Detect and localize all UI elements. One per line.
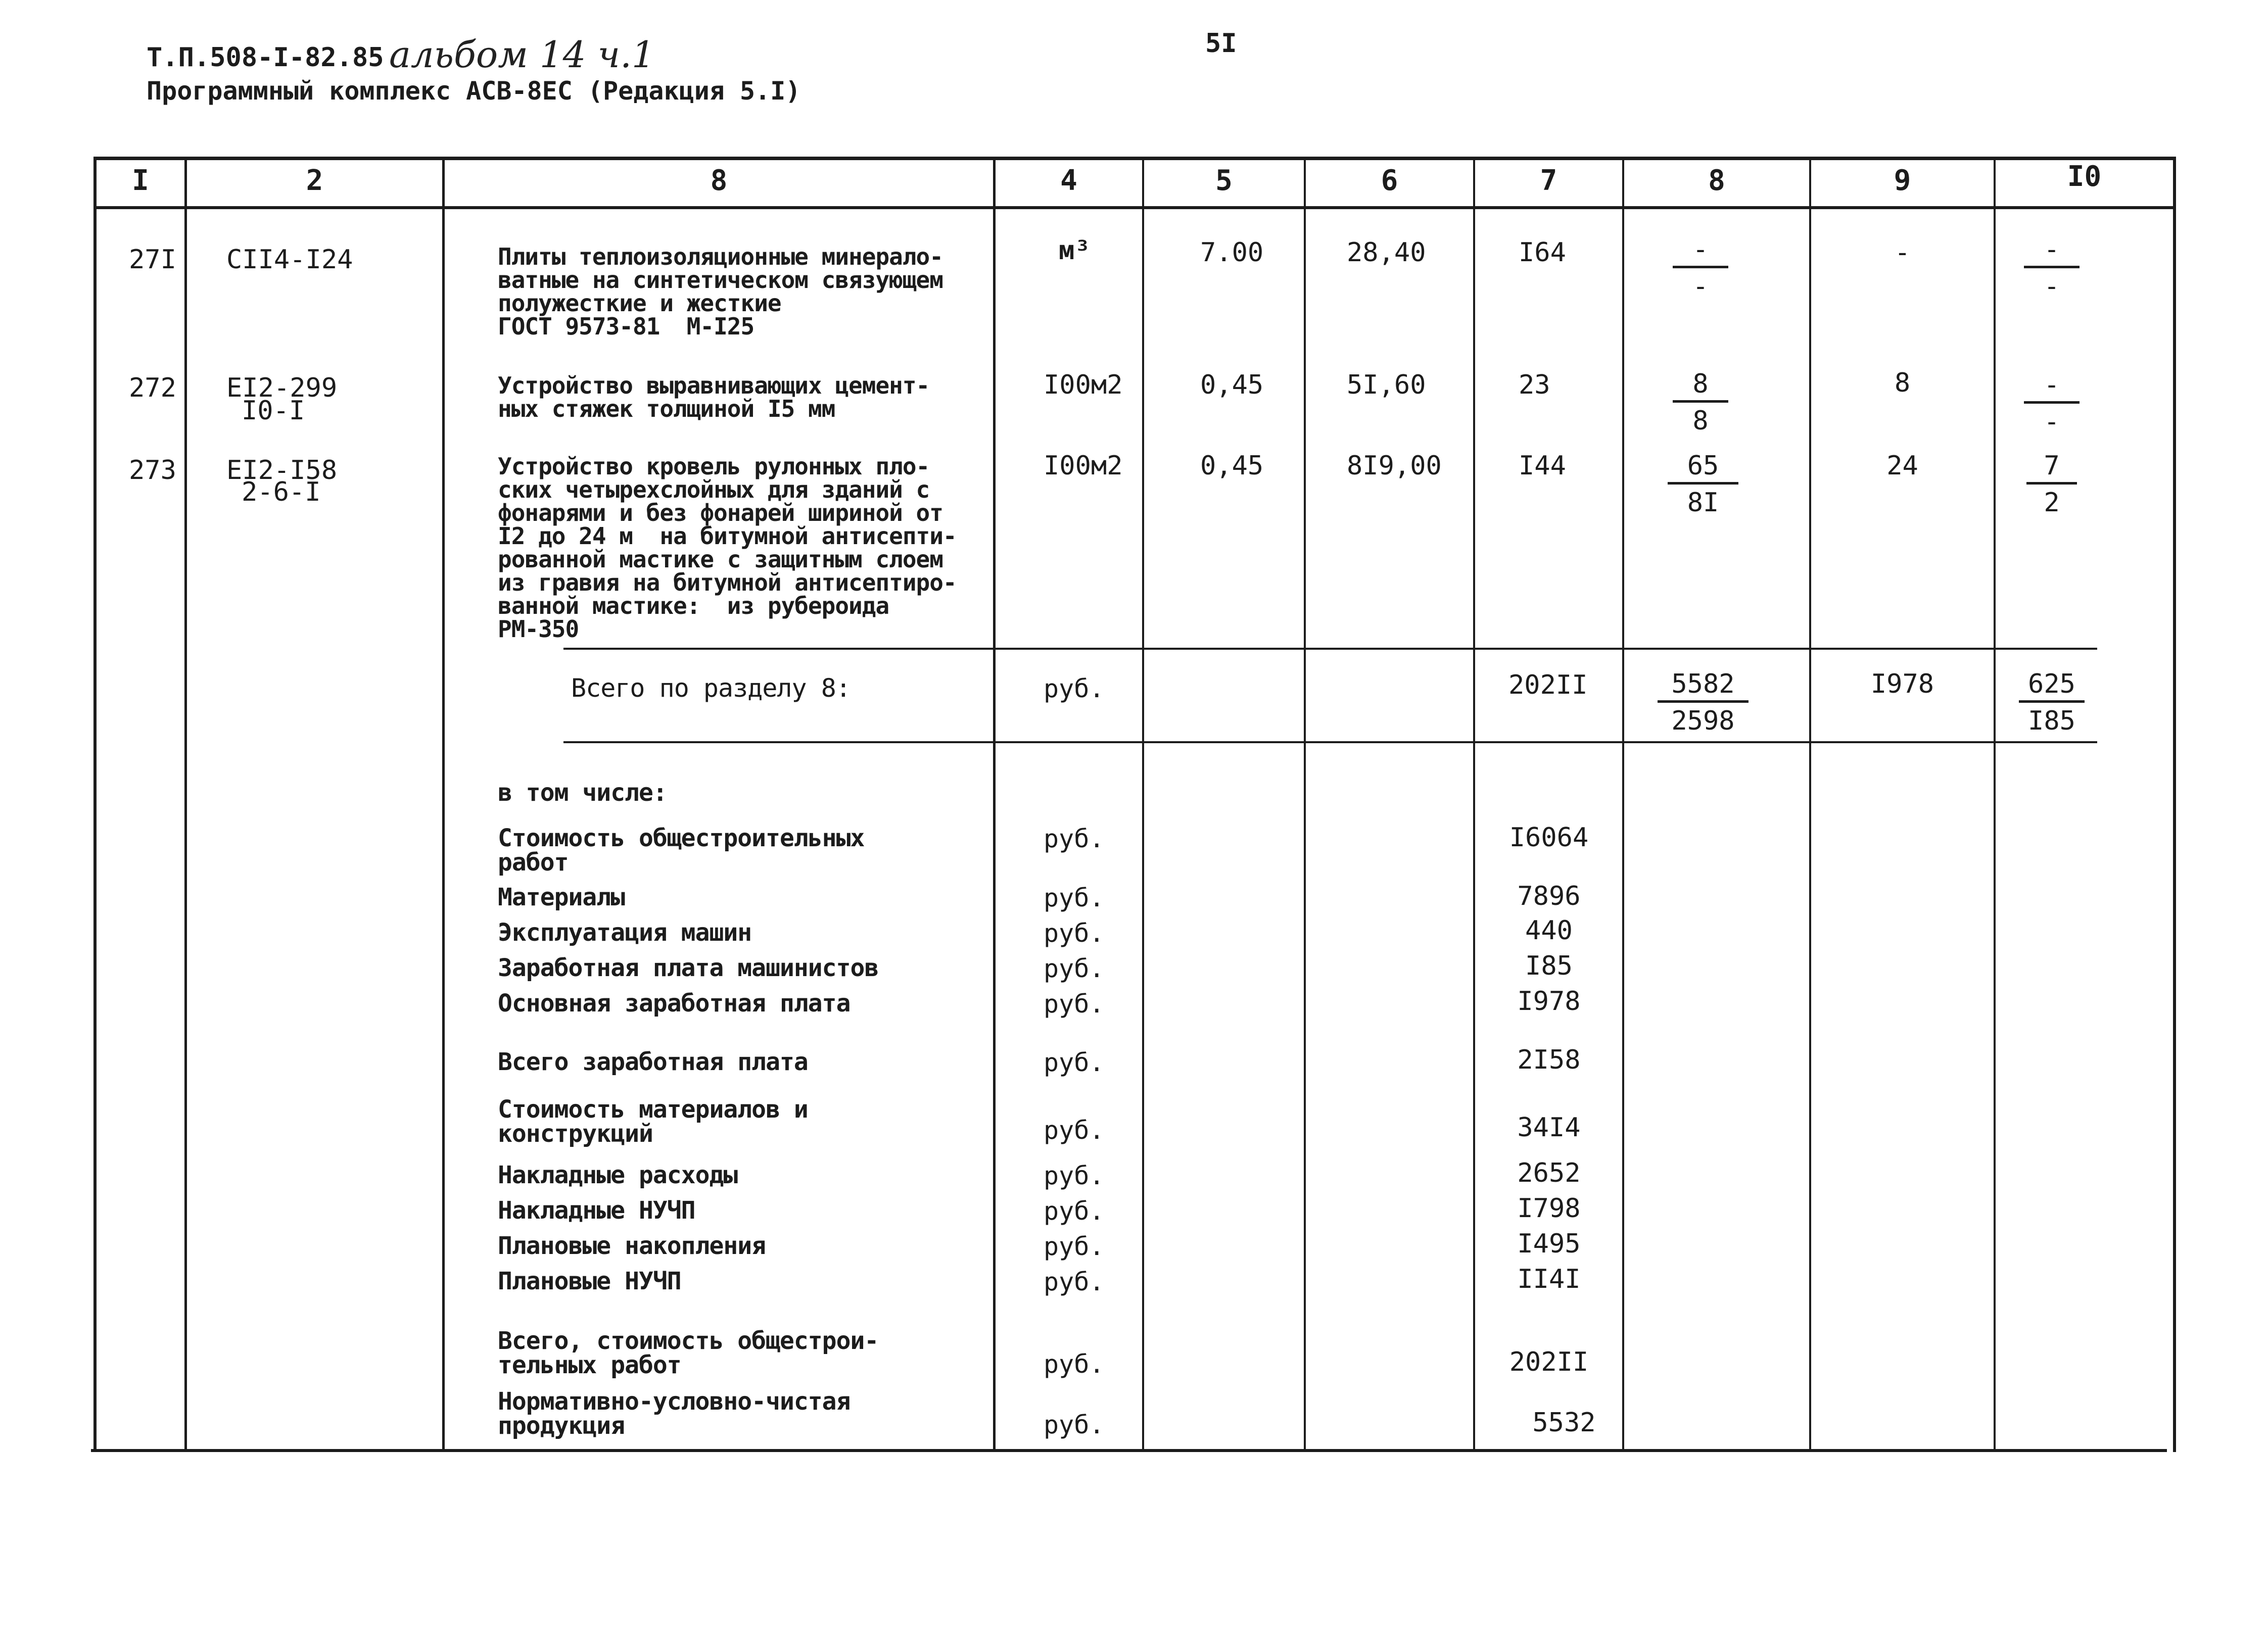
including-label: в том числе: xyxy=(498,779,667,807)
breakdown-value: 7896 xyxy=(1517,881,1581,911)
fraction-denominator: - xyxy=(2044,407,2060,437)
col-sep-1 xyxy=(184,157,187,1451)
col-header-9: 9 xyxy=(1894,164,1911,197)
col-sep-2 xyxy=(442,157,445,1451)
doc-code: Т.П.508-I-82.85 xyxy=(147,42,384,73)
breakdown-label: Накладные расходы xyxy=(498,1161,738,1189)
section-total-unit: руб. xyxy=(1044,674,1105,703)
row-code: EI2-299 xyxy=(226,373,338,403)
breakdown-label: Эксплуатация машин xyxy=(498,919,752,947)
album-handwritten-note: альбом 14 ч.1 xyxy=(389,33,655,76)
table-border-bottom xyxy=(91,1449,2167,1452)
breakdown-unit: руб. xyxy=(1044,989,1105,1019)
breakdown-label: Нормативно-условно-чистая продукция xyxy=(498,1387,850,1440)
col-header-6: 6 xyxy=(1381,164,1398,197)
row-price: 5I,60 xyxy=(1347,370,1426,400)
row-col9: - xyxy=(1894,237,1911,268)
col-header-7: 7 xyxy=(1540,164,1557,197)
col-sep-9 xyxy=(1994,157,1996,1451)
row-unit: I00м2 xyxy=(1044,370,1123,400)
row-col8-fraction xyxy=(1673,371,1728,434)
breakdown-unit: руб. xyxy=(1044,1048,1105,1077)
breakdown-value: I85 xyxy=(1525,951,1573,981)
row-col8-fraction xyxy=(1673,236,1728,300)
row-price: 28,40 xyxy=(1347,237,1426,268)
fraction-numerator: 8 xyxy=(1673,371,1728,403)
breakdown-value: 5532 xyxy=(1532,1408,1596,1438)
fraction-numerator: - xyxy=(2024,372,2080,404)
fraction-numerator: 65 xyxy=(1668,453,1738,485)
section-total-col10-fraction xyxy=(2019,671,2085,734)
table-border-header-bottom xyxy=(93,206,2176,209)
fraction-numerator: 7 xyxy=(2026,453,2077,485)
row-code-sub: 2-6-I xyxy=(242,477,321,507)
row-description: Плиты теплоизоляционные минерало- ватные на синтетическом связующем полужесткие и жесткие ГОСТ 9573-81 М-I25 xyxy=(498,243,943,340)
col-sep-4 xyxy=(1142,157,1144,1451)
section-total-bottom-rule xyxy=(563,741,2097,743)
breakdown-label: Стоимость материалов и конструкций xyxy=(498,1095,808,1148)
breakdown-unit: руб. xyxy=(1044,1232,1105,1261)
breakdown-value: I6064 xyxy=(1509,823,1589,853)
fraction-denominator: - xyxy=(2044,271,2060,302)
breakdown-unit: руб. xyxy=(1044,883,1105,912)
breakdown-unit: руб. xyxy=(1044,1116,1105,1145)
row-number: 273 xyxy=(129,455,176,486)
row-unit: I00м2 xyxy=(1044,451,1123,481)
breakdown-label: Плановые НУЧП xyxy=(498,1267,681,1295)
col-header-5: 5 xyxy=(1215,164,1233,197)
row-quantity: 7.00 xyxy=(1200,237,1264,268)
breakdown-unit: руб. xyxy=(1044,954,1105,983)
col-header-4: 4 xyxy=(1060,164,1077,197)
breakdown-label: Заработная плата машинистов xyxy=(498,954,879,982)
page-number: 5I xyxy=(1205,28,1237,59)
breakdown-value: I798 xyxy=(1517,1193,1581,1224)
row-description: Устройство кровель рулонных пло- ских четырехслойных для зданий с фонарями и без фонарей шириной от I2 до 24 м на битумной антисепти- рованной мастике с защитным слоем из гравия на битумной антисептиро- ванной мастике: из рубероида РМ-350 xyxy=(498,453,957,643)
fraction-denominator: 8I xyxy=(1687,488,1719,518)
breakdown-unit: руб. xyxy=(1044,1349,1105,1379)
row-quantity: 0,45 xyxy=(1200,451,1264,481)
breakdown-unit: руб. xyxy=(1044,919,1105,948)
breakdown-value: I495 xyxy=(1517,1229,1581,1259)
fraction-denominator: 8 xyxy=(1692,406,1709,436)
breakdown-label: Стоимость общестроительных работ xyxy=(498,824,865,877)
section-total-col8-fraction xyxy=(1658,671,1749,734)
breakdown-unit: руб. xyxy=(1044,1410,1105,1439)
row-quantity: 0,45 xyxy=(1200,370,1264,400)
breakdown-value: 202II xyxy=(1509,1347,1589,1377)
fraction-numerator: 5582 xyxy=(1658,671,1749,703)
col-header-2: 2 xyxy=(306,164,323,197)
row-unit: м³ xyxy=(1059,235,1091,266)
fraction-denominator: I85 xyxy=(2028,706,2075,736)
row-total: I44 xyxy=(1519,451,1566,481)
breakdown-value: 2I58 xyxy=(1517,1045,1581,1075)
breakdown-unit: руб. xyxy=(1044,1267,1105,1296)
fraction-numerator: - xyxy=(1673,236,1728,268)
breakdown-label: Всего, стоимость общестрои- тельных работ xyxy=(498,1327,879,1379)
breakdown-value: 34I4 xyxy=(1517,1113,1581,1143)
col-header-3: 8 xyxy=(710,164,728,197)
breakdown-value: II4I xyxy=(1517,1264,1581,1294)
breakdown-label: Плановые накопления xyxy=(498,1232,766,1260)
row-col9: 8 xyxy=(1894,368,1911,398)
fraction-denominator: 2598 xyxy=(1671,706,1735,736)
section-total-col9: I978 xyxy=(1870,669,1934,699)
row-code-sub: I0-I xyxy=(242,396,305,426)
fraction-denominator: 2 xyxy=(2044,488,2060,518)
breakdown-label: Материалы xyxy=(498,883,625,911)
breakdown-unit: руб. xyxy=(1044,1196,1105,1226)
section-total-top-rule xyxy=(563,648,2097,650)
row-code: CII4-I24 xyxy=(226,245,353,275)
breakdown-label: Основная заработная плата xyxy=(498,989,850,1018)
row-col10-fraction xyxy=(2024,372,2080,435)
breakdown-unit: руб. xyxy=(1044,1161,1105,1190)
table-border-left xyxy=(93,157,97,1452)
col-sep-5 xyxy=(1304,157,1306,1451)
row-total: 23 xyxy=(1519,370,1550,400)
breakdown-value: 440 xyxy=(1525,915,1573,946)
row-price: 8I9,00 xyxy=(1347,451,1442,481)
col-header-10: I0 xyxy=(2067,160,2102,193)
section-total-label: Всего по разделу 8: xyxy=(571,673,850,703)
col-header-1: I xyxy=(132,164,149,197)
row-col8-fraction xyxy=(1668,453,1738,516)
row-code: EI2-I58 xyxy=(226,455,338,486)
row-number: 272 xyxy=(129,373,176,403)
col-header-8: 8 xyxy=(1708,164,1725,197)
breakdown-unit: руб. xyxy=(1044,824,1105,853)
fraction-numerator: 625 xyxy=(2019,671,2085,703)
row-number: 27I xyxy=(129,245,176,275)
breakdown-value: 2652 xyxy=(1517,1158,1581,1188)
breakdown-value: I978 xyxy=(1517,986,1581,1017)
table-border-top xyxy=(93,157,2176,160)
table-border-right xyxy=(2173,157,2176,1452)
row-col10-fraction xyxy=(2026,453,2077,516)
col-sep-3 xyxy=(993,157,996,1451)
row-total: I64 xyxy=(1519,237,1566,268)
program-title: Программный комплекс АСВ-8ЕС (Редакция 5.I) xyxy=(147,76,801,106)
col-sep-8 xyxy=(1809,157,1811,1451)
row-col9: 24 xyxy=(1886,451,1918,481)
row-description: Устройство выравнивающих цемент- ных стяжек толщиной I5 мм xyxy=(498,372,930,422)
fraction-numerator: - xyxy=(2024,236,2080,268)
row-col10-fraction xyxy=(2024,236,2080,300)
section-total-value: 202II xyxy=(1508,670,1588,700)
fraction-denominator: - xyxy=(1692,271,1709,302)
breakdown-label: Всего заработная плата xyxy=(498,1048,808,1076)
breakdown-label: Накладные НУЧП xyxy=(498,1196,695,1225)
